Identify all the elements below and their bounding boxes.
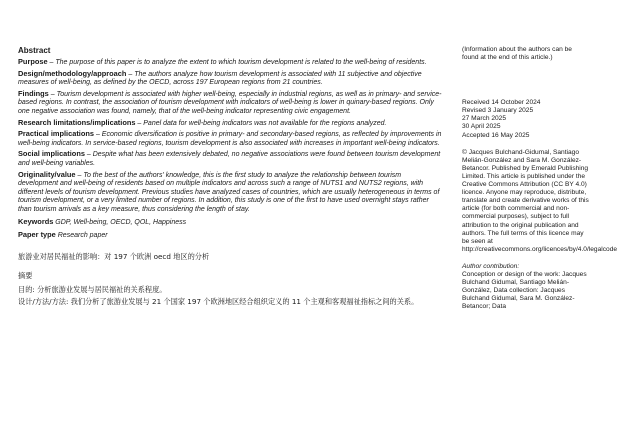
section-text: The authors analyze how tourism development is associated with 11 subjective and objective measures of well-being, as defined by the OECD, across 197 European regions from 21 countries. bbox=[18, 70, 422, 87]
chinese-method: 设计/方法/方法: 我们分析了旅游业发展与 21 个国家 197 个欧洲地区经合组织定义的 11 个主观和客观福祉指标之间的关系。 bbox=[18, 297, 419, 306]
section-text: The purpose of this paper is to analyze the extent to which tourism development is related to the well-being of residents. bbox=[55, 59, 427, 66]
section-head: Design/methodology/approach bbox=[18, 68, 127, 78]
abstract-practical bbox=[18, 130, 442, 148]
separator: – bbox=[94, 131, 102, 139]
chinese-purpose: 目的: 分析旅游业发展与居民福祉的关系程度。 bbox=[18, 284, 167, 294]
author-contribution bbox=[462, 263, 590, 312]
abstract-findings bbox=[18, 90, 442, 117]
paper-type-value: Research paper bbox=[57, 231, 108, 239]
section-head: Practical implications bbox=[18, 129, 94, 139]
section-head: Social implications bbox=[18, 149, 85, 159]
date-revised: Revised 3 January 2025 bbox=[462, 107, 534, 115]
contribution-label: Author contribution: bbox=[462, 262, 520, 270]
section-head: Purpose bbox=[18, 57, 48, 66]
section-text: Tourism development is associated with higher well-being, especially in industrial regions, as well as in primary- and service-based regions. In contrast, the association of tourism development with indicators of well-being is lower in quinary-based regions. Only one negative association was found, namely, that of the well-being indicator representing civic engagement. bbox=[18, 90, 442, 115]
separator: – bbox=[48, 90, 57, 98]
abstract-title: Abstract bbox=[18, 46, 51, 55]
section-text: Despite what has been extensively debated, no negative associations were found between tourism development and well-being variables. bbox=[18, 151, 441, 167]
date-revised: 30 April 2025 bbox=[462, 123, 501, 131]
author-info-note: (Information about the authors can be found at the end of this article.) bbox=[462, 46, 572, 62]
separator: – bbox=[135, 119, 144, 127]
separator: – bbox=[84, 151, 93, 159]
license-text: © Jacques Bulchand-Gidumal, Santiago Melián-González and Sara M. González-Betancor. Published by Emerald Publishing Limited. This article is published under the Creative Commons Attribution (CC BY 4.0) licence. Anyone may reproduce, distribute, translate and create derivative works of this article (for both commercial and non-commercial purposes), subject to full attribution to the original publication and authors. The full terms of this licence may be seen at http://creativecommons.org/licences/by/4.0/legalcode bbox=[462, 148, 617, 253]
abstract-purpose bbox=[18, 58, 442, 68]
section-head: Research limitations/implications bbox=[18, 117, 136, 127]
section-text: Panel data for well-being indicators was not available for the regions analyzed. bbox=[143, 119, 387, 127]
sidebar bbox=[462, 46, 617, 311]
separator: – bbox=[126, 70, 135, 78]
section-head: Originality/value bbox=[18, 169, 76, 179]
abstract-originality bbox=[18, 171, 442, 215]
date-accepted: Accepted 16 May 2025 bbox=[462, 131, 530, 139]
section-text: Economic diversification is positive in primary- and secondary-based regions, as reflected by improvements in well-being indicators. In service-based regions, tourism development is also associated with increases in important well-being indicators. bbox=[18, 131, 442, 147]
paper-type-line bbox=[18, 230, 442, 240]
keywords-label: Keywords bbox=[18, 216, 54, 226]
chinese-title: 旅游业对居民福祉的影响：对 197 个欧洲 oecd 地区的分析 bbox=[18, 251, 210, 261]
separator: – bbox=[75, 171, 84, 179]
keywords-value: GDP, Well-being, OECD, QOL, Happiness bbox=[55, 218, 187, 226]
main-column bbox=[18, 46, 442, 310]
chinese-abstract-head: 摘要 bbox=[18, 271, 33, 280]
paper-type-label: Paper type bbox=[18, 229, 56, 239]
section-text: To the best of the authors' knowledge, this is the first study to analyze the relationship between tourism development and well-being of residents based on multiple indicators and across such a range of NUTS1 and NUTS2 regions, with different levels of tourism development. Previous studies have analyzed cases of countries, which are usually heterogeneous in terms of tourism development, or a very limited number of regions. In addition, this study is one of the first to have used overnight stays rather than tourism arrivals as a key measure, thus considering the length of stay. bbox=[18, 171, 440, 213]
contribution-text: Conception or design of the work: Jacques Bulchand Gidumal, Santiago Melián-González, Data collection: Jacques Bulchand Gidumal, Sara M. González-Betancor; Data bbox=[462, 270, 587, 311]
keywords-line bbox=[18, 217, 442, 227]
history-dates bbox=[462, 99, 590, 139]
date-received: Received 14 October 2024 bbox=[462, 99, 541, 107]
abstract-design bbox=[18, 70, 442, 88]
separator: – bbox=[47, 59, 56, 66]
section-head: Findings bbox=[18, 88, 49, 98]
abstract-social bbox=[18, 150, 442, 168]
abstract-limitations bbox=[18, 119, 442, 129]
date-revised: 27 March 2025 bbox=[462, 115, 506, 123]
